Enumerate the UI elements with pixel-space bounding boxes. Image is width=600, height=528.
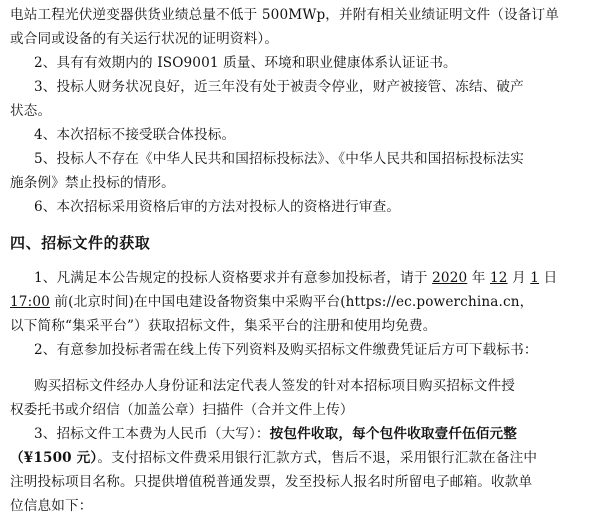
text-line: 4、本次招标不接受联合体投标。	[34, 127, 236, 143]
time-value: 17:00	[10, 294, 50, 310]
text-line: 电站工程光伏逆变器供货业绩总量不低于 500MWp，并附有相关业绩证明文件（设备订单	[10, 7, 559, 23]
text-line: 状态。	[10, 103, 52, 119]
fee-amount: （¥1500 元）	[10, 450, 98, 466]
fee-description: 按包件收取，每个包件收取壹仟伍佰元整	[269, 426, 518, 442]
text-line	[10, 292, 600, 312]
text-line	[10, 448, 600, 468]
text-line: 2、具有有效期内的 ISO9001 质量、环境和职业健康体系认证证书。	[34, 55, 457, 71]
day-value: 1	[530, 270, 540, 286]
text-line: 5、投标人不存在《中华人民共和国招标投标法》、《中华人民共和国招标投标法实	[34, 151, 524, 167]
text-fragment: 前(北京时间)在中国电建设备物资集中采购平台(https://ec.powerchina.cn，	[49, 294, 534, 310]
text-line: 购买招标文件经办人身份证和法定代表人签发的针对本招标项目购买招标文件授	[34, 378, 516, 394]
text-line: 以下简称“集采平台”）获取招标文件，集采平台的注册和使用均免费。	[10, 318, 437, 334]
text-fragment: 。支付招标文件费采用银行汇款方式，售后不退，采用银行汇款在备注中	[97, 450, 538, 466]
text-fragment: 月	[507, 270, 531, 286]
text-line: 注明投标项目名称。只提供增值税普通发票，发至投标人报名时所留电子邮箱。收款单	[10, 474, 533, 490]
text-fragment: 年	[467, 270, 490, 286]
text-fragment: 1、凡满足本公告规定的投标人资格要求并有意参加投标者，请于	[34, 270, 433, 286]
text-fragment: 日	[539, 270, 558, 286]
text-fragment: 3、招标文件工本费为人民币（大写）：	[34, 426, 270, 442]
text-line: 或合同或设备的有关运行状况的证明资料）。	[10, 31, 279, 47]
text-line	[34, 268, 600, 288]
section-heading: 四、招标文件的获取	[10, 234, 151, 252]
text-line: 权委托书或介绍信（加盖公章）扫描件（合并文件上传）	[10, 402, 354, 418]
text-line: 3、投标人财务状况良好，近三年没有处于被责令停业，财产被接管、冻结、破产	[34, 79, 524, 95]
text-line	[34, 424, 600, 444]
text-line: 2、有意参加投标者需在线上传下列资料及购买招标文件缴费凭证后方可下载标书：	[34, 342, 538, 358]
text-line: 位信息如下：	[10, 498, 93, 514]
year-value: 2020	[432, 270, 468, 286]
text-line: 6、本次招标采用资格后审的方法对投标人的资格进行审查。	[34, 199, 401, 215]
month-value: 12	[489, 270, 508, 286]
text-line: 施条例》禁止投标的情形。	[10, 175, 175, 191]
